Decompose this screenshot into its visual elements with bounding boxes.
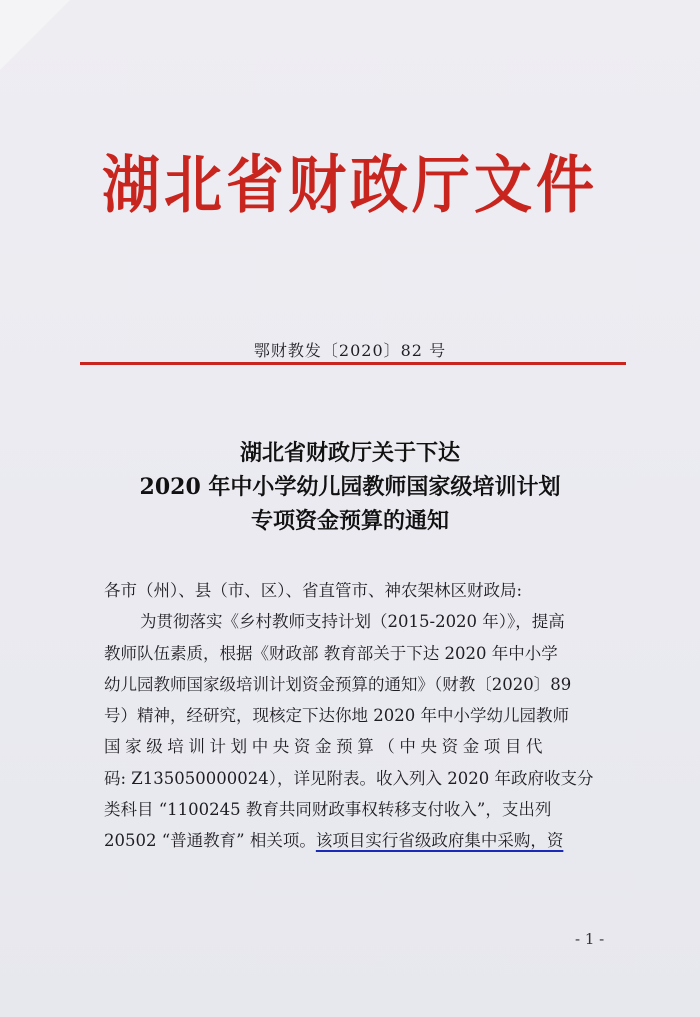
document-number: 鄂财教发〔2020〕82 号 [253,341,447,360]
notice-body [104,575,624,857]
red-divider-line [80,362,626,365]
body-line-3: 幼儿园教师国家级培训计划资金预算的通知》（财教〔2020〕89 [104,674,572,694]
body-line-7: 类科目 “1100245 教育共同财政事权转移支付收入”，支出列 [104,800,552,820]
notice-title [0,436,700,538]
notice-title-line-2: 2020 年中小学幼儿园教师国家级培训计划 [139,474,561,500]
body-line-6: 码: Z135050000024），详见附表。收入列入 2020 年政府收支分 [104,768,594,788]
page-corner-fold [0,0,70,70]
body-line-8-text: 20502 “普通教育” 相关项。 [104,831,316,851]
body-line-2: 教师队伍素质，根据《财政部 教育部关于下达 2020 年中小学 [104,643,558,663]
notice-title-line-3: 专项资金预算的通知 [250,508,449,534]
body-line-5: 国家级培训计划中央资金预算（中央资金项目代 [104,737,548,757]
body-line-1: 为贯彻落实《乡村教师支持计划（2015-2020 年）》，提高 [140,612,565,632]
salutation: 各市（州）、县（市、区）、省直管市、神农架林区财政局: [104,581,523,600]
body-line-8 [104,825,624,856]
page-number: - 1 - [575,930,605,948]
handwritten-underlined-text: 该项目实行省级政府集中采购，资 [315,831,564,851]
notice-title-line-1: 湖北省财政厅关于下达 [239,440,460,466]
red-header-title: 湖北省财政厅文件 [101,148,598,222]
body-line-4: 号）精神，经研究，现核定下达你地 2020 年中小学幼儿园教师 [104,706,569,726]
